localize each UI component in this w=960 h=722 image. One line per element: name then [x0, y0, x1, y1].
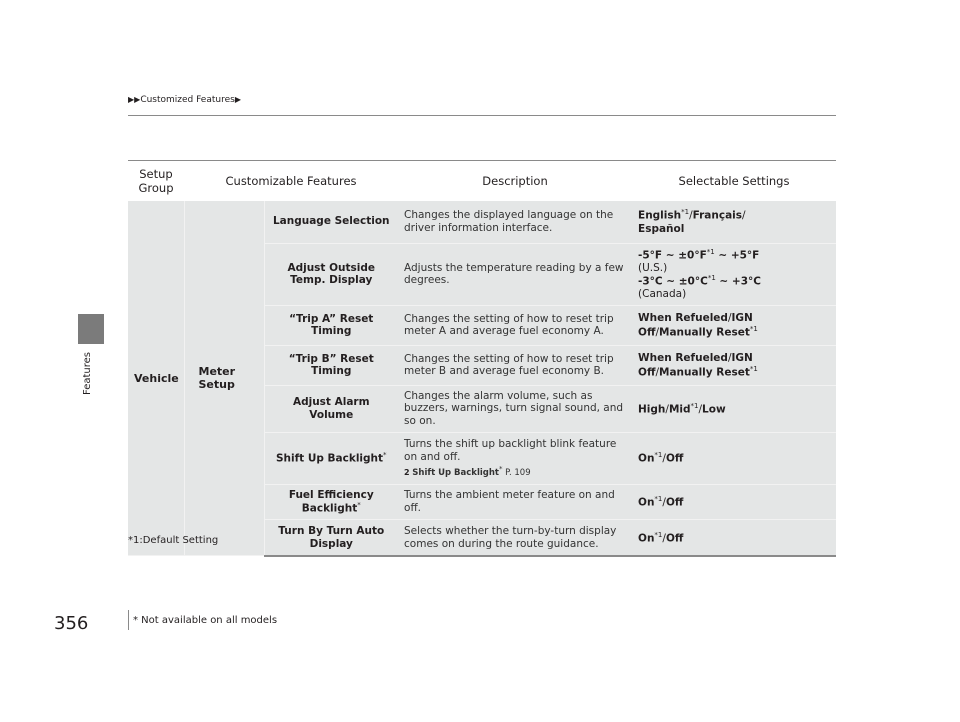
feature-name: Turn By Turn Auto Display: [264, 520, 398, 556]
feature-description: Changes the setting of how to reset trip meter B and average fuel economy B.: [398, 345, 632, 385]
feature-name: Fuel Efficiency Backlight*: [264, 484, 398, 520]
header-setup-group: Setup Group: [128, 161, 184, 202]
page-reference-link[interactable]: 2 Shift Up Backlight* P. 109: [404, 465, 531, 479]
subgroup-cell: Meter Setup: [184, 201, 264, 556]
feature-description: Turns the shift up backlight blink feature on and off. 2 Shift Up Backlight* P. 109: [398, 432, 632, 484]
feature-name: “Trip A” Reset Timing: [264, 305, 398, 345]
feature-settings: High/Mid$^{*1}$/Low: [632, 385, 836, 432]
feature-name: “Trip B” Reset Timing: [264, 345, 398, 385]
reference-arrow-icon: 2: [404, 468, 410, 478]
breadcrumb-arrow-icon-end: ▶: [234, 95, 241, 104]
page-number: 356: [54, 613, 89, 634]
feature-settings: On$^{*1}$/Off: [632, 484, 836, 520]
default-setting-note: *1:Default Setting: [128, 535, 219, 546]
feature-description: Selects whether the turn-by-turn display comes on during the route guidance.: [398, 520, 632, 556]
feature-description: Changes the setting of how to reset trip meter A and average fuel economy A.: [398, 305, 632, 345]
feature-settings: When Refueled/IGN Off/Manually Reset$^{*1}$: [632, 305, 836, 345]
models-footnote: * Not available on all models: [133, 615, 278, 626]
feature-description: Turns the ambient meter feature on and off.: [398, 484, 632, 520]
breadcrumb-link[interactable]: Customized Features: [140, 95, 235, 105]
header-rule: [128, 115, 836, 116]
group-cell: Vehicle: [128, 201, 184, 556]
feature-settings: English$^{*1}$/Français/ Español: [632, 201, 836, 243]
section-label: Features: [82, 352, 93, 395]
breadcrumb: [128, 95, 241, 105]
breadcrumb-arrow-icon: ▶▶: [128, 95, 141, 104]
feature-description: Adjusts the temperature reading by a few degrees.: [398, 243, 632, 305]
header-description: Description: [398, 161, 632, 202]
customization-table: [128, 160, 836, 557]
footer-divider: [128, 610, 129, 630]
feature-name: Adjust Outside Temp. Display: [264, 243, 398, 305]
feature-settings: -5°F ~ $\pm 0^\circ F^{*1}$ ~ +5°F (U.S.) -3°C ~ $\pm 0^\circ C^{*1}$ ~ +3°C (Canada): [632, 243, 836, 305]
feature-description: Changes the displayed language on the driver information interface.: [398, 201, 632, 243]
feature-name: Shift Up Backlight*: [264, 432, 398, 484]
header-settings: Selectable Settings: [632, 161, 836, 202]
feature-name: Adjust Alarm Volume: [264, 385, 398, 432]
feature-description: Changes the alarm volume, such as buzzers, warnings, turn signal sound, and so on.: [398, 385, 632, 432]
feature-settings: On$^{*1}$/Off: [632, 432, 836, 484]
feature-settings: When Refueled/IGN Off/Manually Reset$^{*1}$: [632, 345, 836, 385]
feature-settings: On$^{*1}$/Off: [632, 520, 836, 556]
feature-name: Language Selection: [264, 201, 398, 243]
header-features: Customizable Features: [184, 161, 398, 202]
section-tab: [78, 314, 104, 344]
